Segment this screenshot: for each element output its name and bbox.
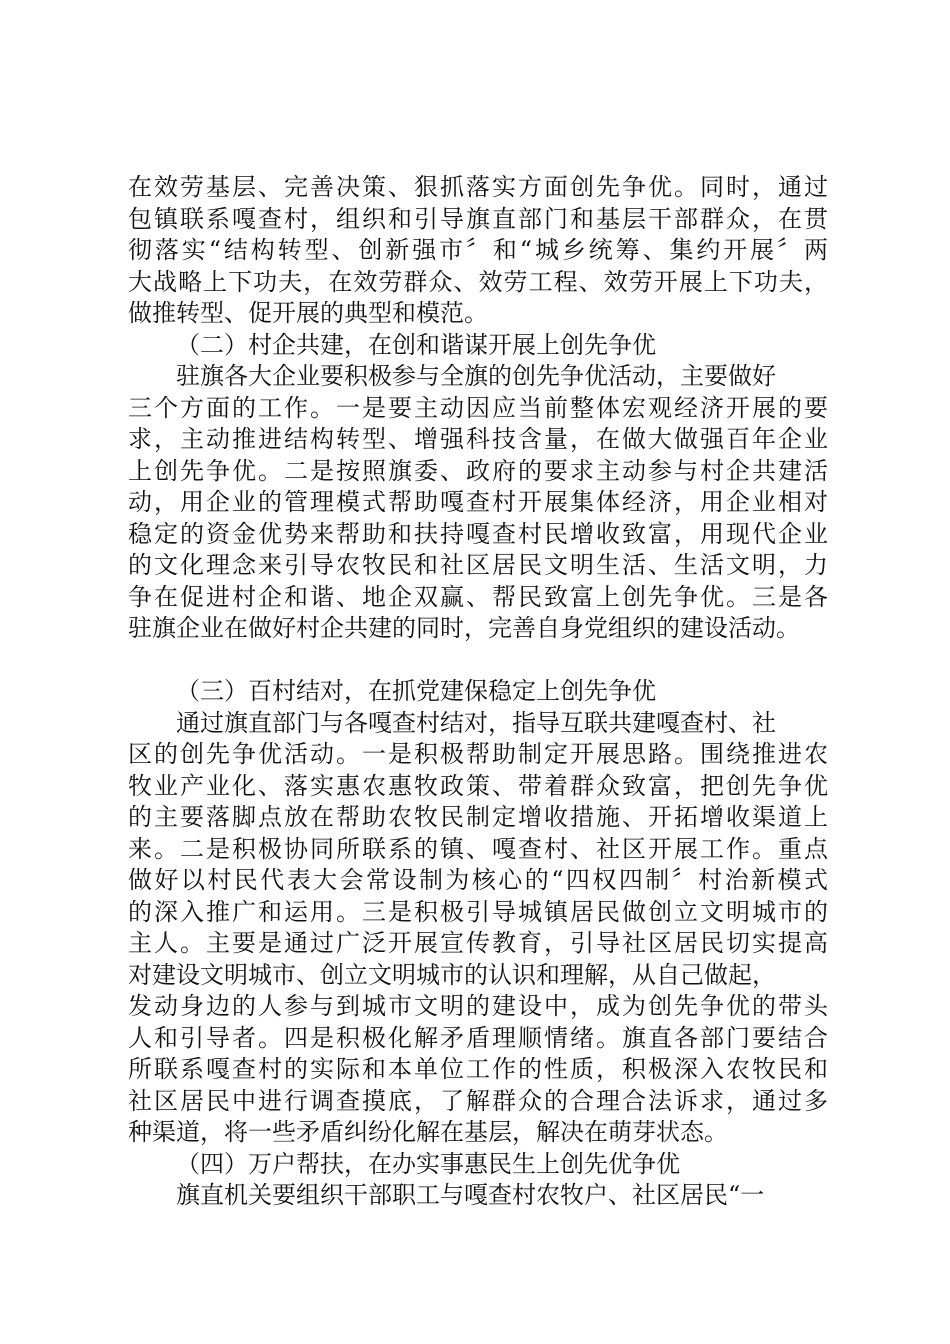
text-line: 驻旗企业在做好村企共建的同时，完善自身党组织的建设活动。: [128, 614, 800, 642]
text-line: 驻旗各大企业要积极参与全旗的创先争优活动，主要做好: [176, 362, 776, 390]
text-line: 人和引导者。四是积极化解矛盾理顺情绪。旗直各部门要结合: [128, 1023, 828, 1052]
section-heading: （三）百村结对，在抓党建保稳定上创先争优: [176, 677, 656, 705]
text-line: 区的创先争优活动。一是积极帮助制定开展思路。围绕推进农: [128, 740, 828, 768]
text-line: 主人。主要是通过广泛开展宣传教育，引导社区居民切实提高: [128, 929, 828, 957]
text-line: 彻落实“结构转型、创新强市〞和“城乡统筹、集约开展〞两: [128, 236, 828, 264]
text-line: 旗直机关要组织干部职工与嘎查村农牧户、社区居民“一: [176, 1181, 765, 1209]
text-line: 三个方面的工作。一是要主动因应当前整体宏观经济开展的要: [128, 393, 828, 422]
text-line: 做好以村民代表大会常设制为核心的“四权四制〞村治新模式: [128, 866, 828, 894]
text-line: 牧业产业化、落实惠农惠牧政策、带着群众致富，把创先争优: [128, 771, 828, 800]
text-line: 种渠道，将一些矛盾纠纷化解在基层，解决在萌芽状态。: [128, 1118, 728, 1146]
paragraph: [128, 1180, 828, 1212]
text-line: 在效劳基层、完善决策、狠抓落实方面创先争优。同时，通过: [128, 173, 828, 201]
document-page: [128, 172, 828, 1212]
text-line: 的文化理念来引导农牧民和社区居民文明生活、生活文明，力: [128, 551, 828, 579]
text-line: 所联系嘎查村的实际和本单位工作的性质，积极深入农牧民和: [128, 1055, 828, 1083]
text-line: 稳定的资金优势来帮助和扶持嘎查村民增收致富，用现代企业: [128, 519, 828, 548]
text-line: 包镇联系嘎查村，组织和引导旗直部门和基层干部群众，在贯: [128, 204, 828, 233]
text-line: 争在促进村企和谐、地企双赢、帮民致富上创先争优。三是各: [128, 582, 828, 611]
text-line: 来。二是积极协同所联系的镇、嘎查村、社区开展工作。重点: [128, 834, 828, 863]
text-line: 社区居民中进行调查摸底，了解群众的合理合法诉求，通过多: [128, 1086, 828, 1115]
text-line: 做推转型、促开展的典型和模范。: [128, 299, 488, 327]
section-heading: （二）村企共建，在创和谐谋开展上创先争优: [176, 330, 656, 359]
text-line: 大战略上下功夫，在效劳群众、效劳工程、效劳开展上下功夫，: [128, 267, 828, 296]
text-line: 发动身边的人参与到城市文明的建设中，成为创先争优的带头: [128, 992, 828, 1020]
paragraph: [128, 708, 828, 1149]
text-line: 对建设文明城市、创立文明城市的认识和理解，从自己做起，: [128, 960, 776, 989]
section-heading: （四）万户帮扶，在办实事惠民生上创先优争优: [176, 1149, 680, 1178]
text-line: 的深入推广和运用。三是积极引导城镇居民做创立文明城市的: [128, 897, 828, 926]
text-line: 的主要落脚点放在帮助农牧民制定增收措施、开拓增收渠道上: [128, 803, 828, 831]
text-line: 上创先争优。二是按照旗委、政府的要求主动参与村企共建活: [128, 456, 828, 485]
text-line: 求，主动推进结构转型、增强科技含量，在做大做强百年企业: [128, 425, 828, 453]
blank-line: [128, 645, 828, 677]
text-line: 动，用企业的管理模式帮助嘎查村开展集体经济，用企业相对: [128, 488, 828, 516]
text-line: 通过旗直部门与各嘎查村结对，指导互联共建嘎查村、社: [176, 708, 776, 737]
paragraph: [128, 361, 828, 645]
paragraph: [128, 172, 828, 330]
